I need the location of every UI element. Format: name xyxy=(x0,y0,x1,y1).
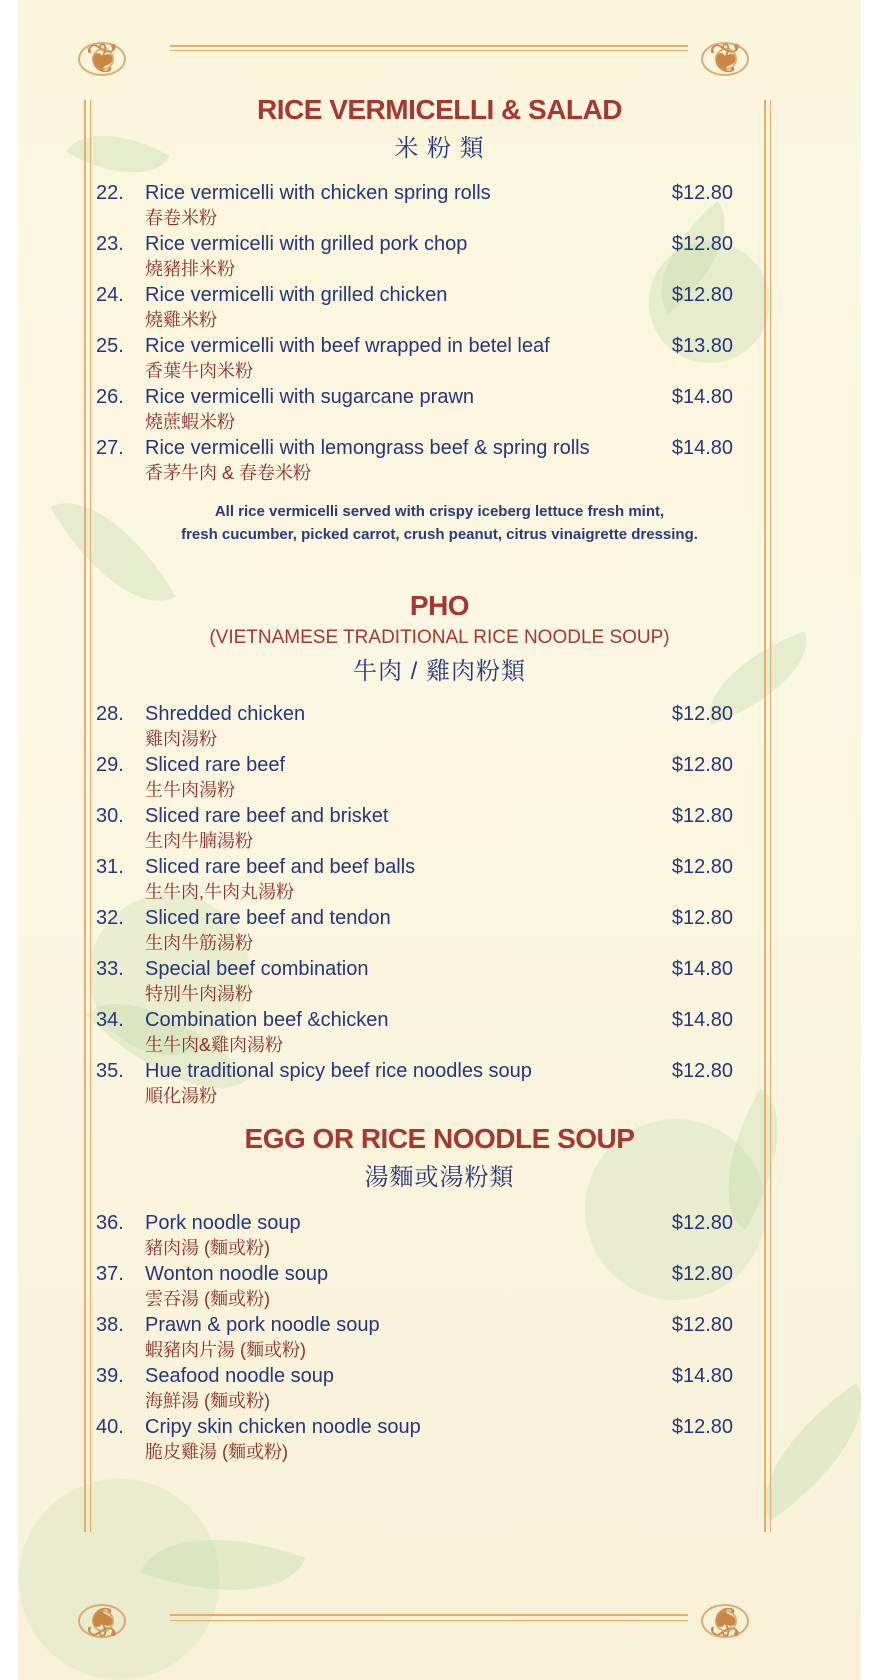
item-price: $12.80 xyxy=(671,1263,733,1285)
item-number: 28. xyxy=(96,703,124,725)
item-name: Rice vermicelli with beef wrapped in betel leaf xyxy=(145,335,550,357)
menu-item xyxy=(96,1415,736,1469)
item-price: $14.80 xyxy=(671,1009,733,1031)
item-price: $12.80 xyxy=(671,856,733,878)
top-border-line xyxy=(170,45,688,47)
item-number: 29. xyxy=(96,754,124,776)
item-price: $12.80 xyxy=(671,1416,733,1438)
ornament-corner-icon: ❦ xyxy=(58,28,144,90)
item-number: 22. xyxy=(96,182,124,204)
item-name-zh: 生肉牛腩湯粉 xyxy=(145,831,253,851)
leaf-decoration xyxy=(733,1383,879,1521)
item-price: $14.80 xyxy=(671,437,733,459)
section-title: PHO xyxy=(409,590,470,621)
item-name: Rice vermicelli with grilled chicken xyxy=(145,284,448,306)
item-number: 38. xyxy=(96,1314,124,1336)
item-price: $14.80 xyxy=(671,958,733,980)
item-name-zh: 春卷米粉 xyxy=(145,208,217,228)
item-number: 40. xyxy=(96,1416,124,1438)
menu-item xyxy=(96,1059,736,1113)
bottom-border-line xyxy=(170,1620,688,1621)
item-price: $12.80 xyxy=(671,1212,733,1234)
item-name: Sliced rare beef and brisket xyxy=(145,805,389,827)
item-number: 36. xyxy=(96,1212,124,1234)
menu-item xyxy=(96,906,736,960)
item-name-zh: 雲吞湯 (麵或粉) xyxy=(145,1289,270,1309)
item-number: 37. xyxy=(96,1263,124,1285)
item-name: Pork noodle soup xyxy=(145,1212,301,1234)
section-title-zh: 牛肉 / 雞肉粉類 xyxy=(352,658,526,685)
item-name-zh: 特別牛肉湯粉 xyxy=(145,984,253,1004)
item-name-zh: 蝦豬肉片湯 (麵或粉) xyxy=(145,1340,306,1360)
section-title: EGG OR RICE NOODLE SOUP xyxy=(244,1123,635,1154)
menu-item xyxy=(96,702,736,756)
left-border-line xyxy=(84,100,86,1532)
top-border-line xyxy=(170,50,688,51)
item-price: $12.80 xyxy=(671,907,733,929)
left-border-line xyxy=(90,100,91,1532)
item-number: 32. xyxy=(96,907,124,929)
item-name: Seafood noodle soup xyxy=(145,1365,335,1387)
item-number: 23. xyxy=(96,233,124,255)
item-name-zh: 香葉牛肉米粉 xyxy=(145,361,253,381)
item-number: 30. xyxy=(96,805,124,827)
item-number: 34. xyxy=(96,1009,124,1031)
item-number: 24. xyxy=(96,284,124,306)
ornament-corner-icon: ❦ xyxy=(681,28,767,90)
menu-item xyxy=(96,232,736,286)
item-price: $14.80 xyxy=(671,1365,733,1387)
item-name: Rice vermicelli with chicken spring rolls xyxy=(145,182,491,204)
item-name: Sliced rare beef and tendon xyxy=(145,907,391,929)
item-number: 35. xyxy=(96,1060,124,1082)
item-name-zh: 脆皮雞湯 (麵或粉) xyxy=(145,1442,288,1462)
item-name: Special beef combination xyxy=(145,958,369,980)
menu-item xyxy=(96,804,736,858)
right-border-line xyxy=(764,100,766,1532)
section-title-zh: 米 粉 類 xyxy=(394,135,485,162)
item-name-zh: 豬肉湯 (麵或粉) xyxy=(145,1238,270,1258)
item-name-zh: 生牛肉&雞肉湯粉 xyxy=(145,1035,284,1055)
section-subtitle: (VIETNAMESE TRADITIONAL RICE NOODLE SOUP) xyxy=(209,627,670,648)
item-number: 27. xyxy=(96,437,124,459)
item-price: $12.80 xyxy=(671,754,733,776)
item-number: 33. xyxy=(96,958,124,980)
item-number: 26. xyxy=(96,386,124,408)
menu-item xyxy=(96,283,736,337)
section-note: fresh cucumber, picked carrot, crush peanut, citrus vinaigrette dressing. xyxy=(181,526,698,543)
ornament-corner-icon: ❦ xyxy=(58,1590,144,1652)
menu-item xyxy=(96,181,736,235)
menu-item xyxy=(96,334,736,388)
item-name: Rice vermicelli with grilled pork chop xyxy=(145,233,468,255)
section-title: RICE VERMICELLI & SALAD xyxy=(257,94,622,125)
leaf-decoration xyxy=(141,1506,306,1623)
item-name-zh: 海鮮湯 (麵或粉) xyxy=(145,1391,270,1411)
item-name-zh: 燒雞米粉 xyxy=(145,310,217,330)
item-name: Hue traditional spicy beef rice noodles soup xyxy=(145,1060,532,1082)
item-number: 31. xyxy=(96,856,124,878)
item-name-zh: 生牛肉,牛肉丸湯粉 xyxy=(145,882,295,902)
menu-item xyxy=(96,1262,736,1316)
item-price: $12.80 xyxy=(671,805,733,827)
menu-item xyxy=(96,436,736,490)
item-name: Rice vermicelli with sugarcane prawn xyxy=(145,386,475,408)
item-number: 39. xyxy=(96,1365,124,1387)
menu-item xyxy=(96,1008,736,1062)
item-price: $12.80 xyxy=(671,233,733,255)
item-name: Prawn & pork noodle soup xyxy=(145,1314,380,1336)
item-price: $12.80 xyxy=(671,1314,733,1336)
ornament-corner-icon: ❦ xyxy=(681,1590,767,1652)
item-name: Sliced rare beef xyxy=(145,754,286,776)
item-name: Wonton noodle soup xyxy=(145,1263,329,1285)
menu-item xyxy=(96,753,736,807)
item-name-zh: 燒豬排米粉 xyxy=(145,259,235,279)
item-name-zh: 燒蔗蝦米粉 xyxy=(145,412,235,432)
menu-page xyxy=(18,0,861,1680)
item-price: $14.80 xyxy=(671,386,733,408)
section-title-zh: 湯麵或湯粉類 xyxy=(364,1164,515,1191)
item-name-zh: 順化湯粉 xyxy=(145,1086,217,1106)
item-name: Cripy skin chicken noodle soup xyxy=(145,1416,421,1438)
item-name: Sliced rare beef and beef balls xyxy=(145,856,416,878)
menu-item xyxy=(96,957,736,1011)
menu-item xyxy=(96,1364,736,1418)
item-name: Rice vermicelli with lemongrass beef & spring rolls xyxy=(145,437,590,459)
section-note: All rice vermicelli served with crispy iceberg lettuce fresh mint, xyxy=(214,503,665,520)
item-price: $13.80 xyxy=(671,335,733,357)
bottom-border-line xyxy=(170,1614,688,1616)
item-price: $12.80 xyxy=(671,703,733,725)
item-name-zh: 香茅牛肉 & 春卷米粉 xyxy=(145,463,312,483)
item-name-zh: 雞肉湯粉 xyxy=(145,729,217,749)
item-number: 25. xyxy=(96,335,124,357)
item-price: $12.80 xyxy=(671,1060,733,1082)
item-price: $12.80 xyxy=(671,182,733,204)
menu-item xyxy=(96,1211,736,1265)
menu-item xyxy=(96,1313,736,1367)
item-name-zh: 生肉牛筋湯粉 xyxy=(145,933,253,953)
item-price: $12.80 xyxy=(671,284,733,306)
right-border-line xyxy=(770,100,771,1532)
menu-item xyxy=(96,385,736,439)
menu-item xyxy=(96,855,736,909)
item-name: Combination beef &chicken xyxy=(145,1009,389,1031)
item-name-zh: 生牛肉湯粉 xyxy=(145,780,235,800)
item-name: Shredded chicken xyxy=(145,703,306,725)
